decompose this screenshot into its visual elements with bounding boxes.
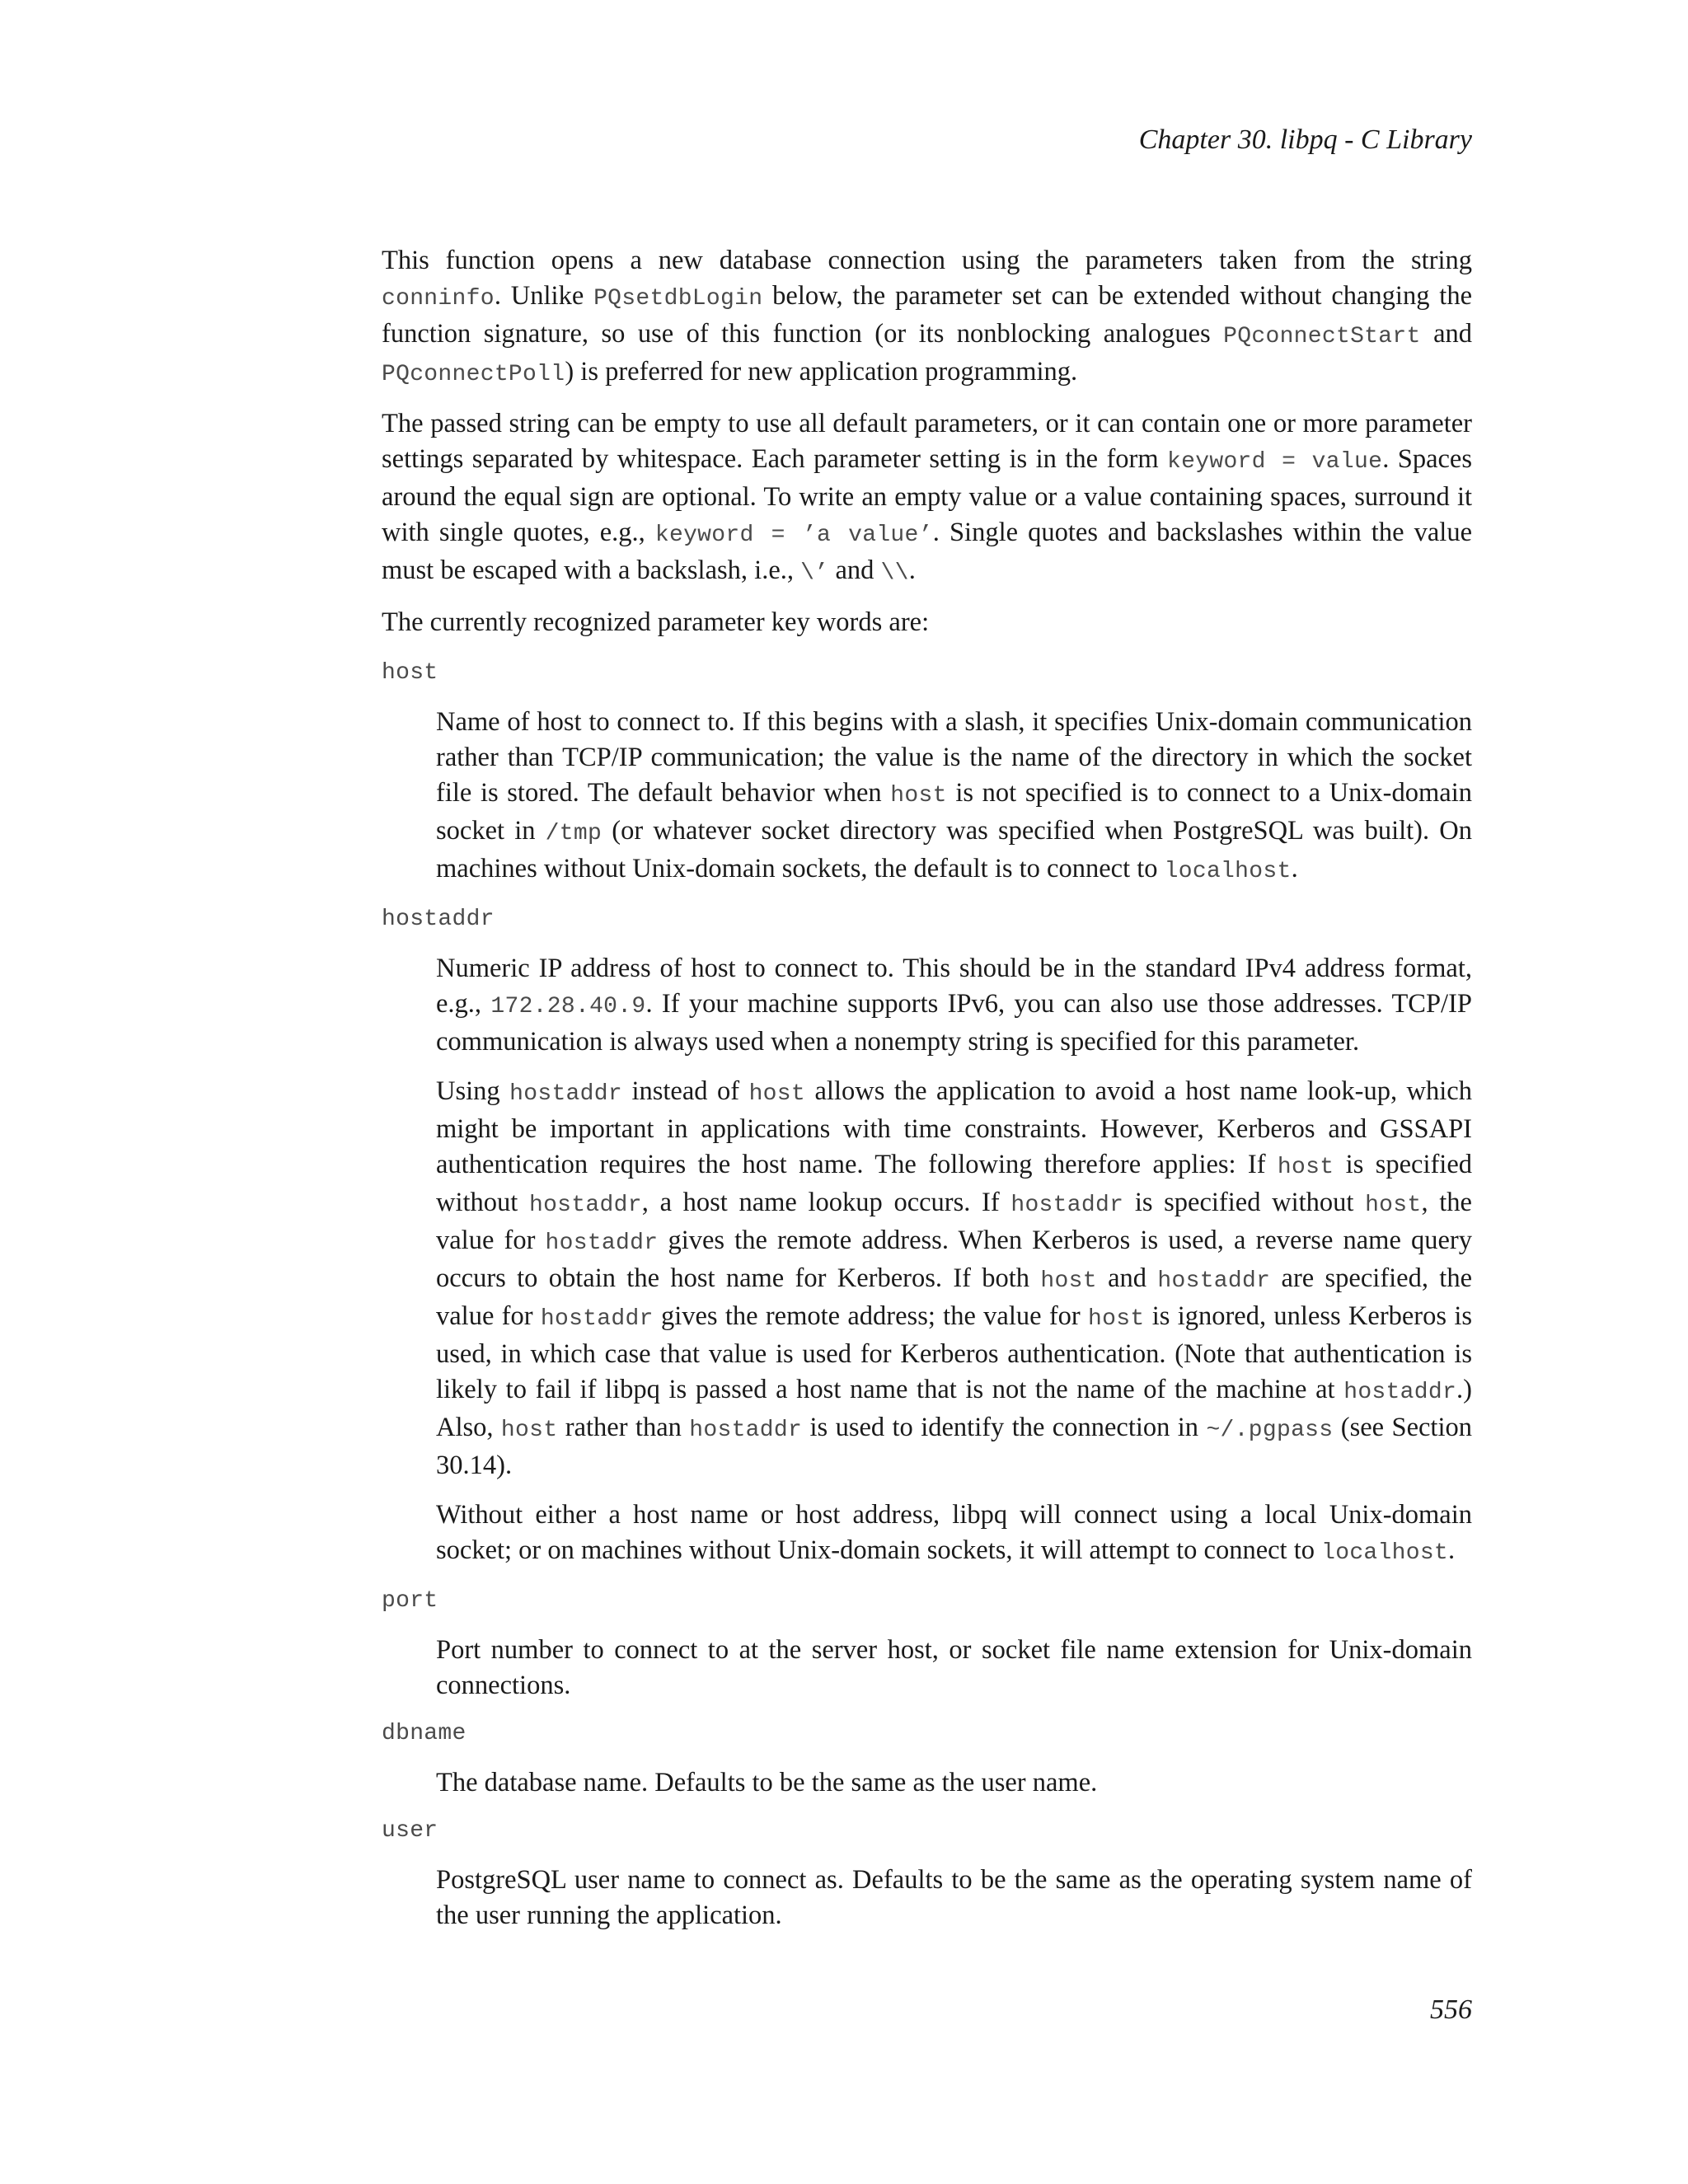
code-keyword-quoted: keyword = ’a value’ xyxy=(654,523,933,548)
running-header: Chapter 30. libpq - C Library xyxy=(1138,124,1472,155)
param-desc-user xyxy=(436,1863,1472,1933)
param-desc-host xyxy=(436,705,1472,889)
code-pqconnectstart: PQconnectStart xyxy=(1223,324,1421,349)
param-desc-port xyxy=(436,1633,1472,1704)
page-number: 556 xyxy=(1430,1994,1472,2025)
code-keyword-value: keyword = value xyxy=(1167,449,1383,475)
user-paragraph-1: PostgreSQL user name to connect as. Defaults to be the same as the operating system name of the user running the application. xyxy=(436,1865,1472,1930)
hostaddr-paragraph-1: Numeric IP address of host to connect to. This should be in the standard IPv4 address format, e.g., 172.28.40.9. If your machine supports IPv6, you can also use those addresses. TCP/IP communication is always used when a nonempty string is specified for this parameter. xyxy=(436,954,1472,1057)
code-pqconnectpoll: PQconnectPoll xyxy=(382,362,565,387)
param-term-port: port xyxy=(382,1588,438,1614)
intro-paragraph-3: The currently recognized parameter key words are: xyxy=(382,607,930,637)
hostaddr-paragraph-2: Using hostaddr instead of host allows the application to avoid a host name look-up, which might be important in applications with time constraints. However, Kerberos and GSSAPI authentication requires the host name. The following therefore applies: If host is specified without hostaddr, a host name lookup occurs. If hostaddr is specified without host, the value for hostaddr gives the remote address. When Kerberos is used, a reverse name query occurs to obtain the host name for Kerberos. If both host and hostaddr are specified, the value for hostaddr gives the remote address; the value for host is ignored, unless Kerberos is used, in which case that value is used for Kerberos authentication. (Note that authentication is likely to fail if libpq is passed a host name that is not the name of the machine at hostaddr.) Also, host rather than hostaddr is used to identify the connection in ~/.pgpass (see Section 30.14). xyxy=(436,1076,1473,1480)
host-paragraph-1: Name of host to connect to. If this begins with a slash, it specifies Unix-domain communication rather than TCP/IP communication; the value is the name of the directory in which the socket file is stored. The default behavior when host is not specified is to connect to a Unix-domain socket in /tmp (or whatever socket directory was specified when PostgreSQL was built). On machines without Unix-domain sockets, the default is to connect to localhost. xyxy=(436,707,1473,884)
intro-paragraph-1: This function opens a new database connection using the parameters taken from the string conninfo. Unlike PQsetdbLogin below, the parameter set can be extended without changing the function signature, so use of this function (or its nonblocking analogues PQconnectStart and PQconnectPoll) is preferred for new application programming. xyxy=(382,246,1472,387)
dbname-paragraph-1: The database name. Defaults to be the same as the user name. xyxy=(436,1768,1098,1797)
param-term-host: host xyxy=(382,660,438,686)
param-term-dbname: dbname xyxy=(382,1721,467,1746)
param-desc-hostaddr xyxy=(436,951,1472,1571)
page-body xyxy=(382,243,1472,1947)
code-pqsetdblogin: PQsetdbLogin xyxy=(593,286,763,312)
code-escaped-quote: \’ xyxy=(800,560,829,586)
hostaddr-paragraph-3: Without either a host name or host address, libpq will connect using a local Unix-domain socket; or on machines without Unix-domain sockets, it will attempt to connect to localhost. xyxy=(436,1500,1472,1566)
param-desc-dbname xyxy=(436,1765,1472,1801)
parameter-list xyxy=(382,657,1472,1933)
port-paragraph-1: Port number to connect to at the server host, or socket file name extension for Unix-domain connections. xyxy=(436,1635,1472,1700)
param-term-user: user xyxy=(382,1818,438,1844)
intro-paragraph-2: The passed string can be empty to use all default parameters, or it can contain one or more parameter settings separated by whitespace. Each parameter setting is in the form keyword = value. Spaces around the equal sign are optional. To write an empty value or a value containing spaces, surround it with single quotes, e.g., keyword = ’a value’. Single quotes and backslashes within the value must be escaped with a backslash, i.e., \’ and \\. xyxy=(382,409,1473,586)
param-term-hostaddr: hostaddr xyxy=(382,907,495,932)
code-conninfo: conninfo xyxy=(382,286,495,312)
code-escaped-backslash: \\ xyxy=(880,560,909,586)
